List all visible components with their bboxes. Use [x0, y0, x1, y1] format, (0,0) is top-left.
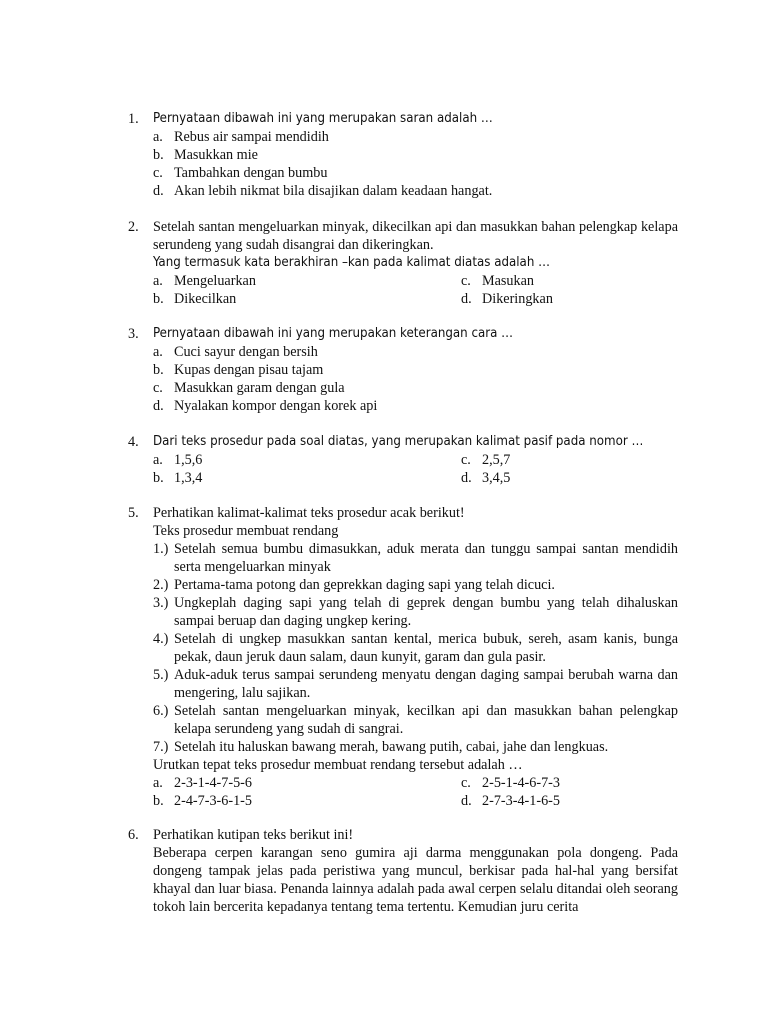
- question-stem-2: Yang termasuk kata berakhiran –kan pada kalimat diatas adalah …: [153, 255, 550, 270]
- option-c: c. Masukan: [461, 273, 535, 289]
- option-d: d. Akan lebih nikmat bila disajikan dalam keadaan hangat.: [153, 183, 493, 199]
- option-d: d. Nyalakan kompor dengan korek api: [153, 398, 378, 414]
- option-b: b. 1,3,4: [153, 470, 203, 486]
- option-c: c. 2-5-1-4-6-7-3: [461, 775, 561, 791]
- option-row-1: [153, 774, 678, 792]
- quoted-paragraph: Beberapa cerpen karangan seno gumira aji darma menggunakan pola dongeng. Pada dongeng tampak jelas pada peristiwa yang muncul, berkisar pada hal-hal yang bersifat khayal dan luar biasa. Penanda lainnya adalah pada awal cerpen selalu ditandai oleh seorang tokoh lain bercerita kepadanya tentang tema tertentu. Kemudian juru cerita: [153, 845, 678, 915]
- question-stem: Dari teks prosedur pada soal diatas, yang merupakan kalimat pasif pada nomor …: [153, 434, 644, 449]
- procedure-step: 2.) Pertama-tama potong dan geprekkan daging sapi yang telah dicuci.: [153, 577, 555, 593]
- question-5: [128, 504, 678, 810]
- option-b: b. Kupas dengan pisau tajam: [153, 362, 324, 378]
- option-row-2: [153, 469, 678, 487]
- question-number: 3.: [128, 326, 139, 342]
- procedure-title: Teks prosedur membuat rendang: [153, 523, 339, 539]
- option-b: b. Masukkan mie: [153, 147, 258, 163]
- option-a: a. 1,5,6: [153, 452, 203, 468]
- question-4: [128, 433, 678, 487]
- option-d: d. 2-7-3-4-1-6-5: [461, 793, 561, 809]
- option-c: c. 2,5,7: [461, 452, 511, 468]
- question-number: 1.: [128, 111, 139, 127]
- question-number: 6.: [128, 827, 139, 843]
- option-row-2: [153, 290, 678, 308]
- procedure-step: 4.) Setelah di ungkep masukkan santan kental, merica bubuk, sereh, asam kanis, bunga pekak, daun jeruk daun salam, daun kunyit, garam dan gula pasir.: [153, 631, 678, 665]
- option-row-1: [153, 451, 678, 469]
- question-3: [128, 325, 678, 415]
- question-number: 2.: [128, 219, 139, 235]
- procedure-step: 5.) Aduk-aduk terus sampai serundeng menyatu dengan daging sampai berubah warna dan mengering, lalu sajikan.: [153, 667, 678, 701]
- option-b: b. Dikecilkan: [153, 291, 237, 307]
- question-stem-2: Urutkan tepat teks prosedur membuat rendang tersebut adalah …: [153, 757, 523, 773]
- question-6: [128, 826, 678, 916]
- option-row-2: [153, 792, 678, 810]
- question-number: 4.: [128, 434, 139, 450]
- question-stem: Setelah santan mengeluarkan minyak, dikecilkan api dan masukkan bahan pelengkap kelapa serundeng yang sudah disangrai dan dikeringkan.: [153, 219, 678, 253]
- option-c: c. Masukkan garam dengan gula: [153, 380, 345, 396]
- option-a: a. Mengeluarkan: [153, 273, 256, 289]
- question-stem: Perhatikan kalimat-kalimat teks prosedur acak berikut!: [153, 505, 465, 521]
- question-1: [128, 110, 678, 200]
- option-a: a. Cuci sayur dengan bersih: [153, 344, 318, 360]
- option-d: d. 3,4,5: [461, 470, 511, 486]
- option-row-1: [153, 272, 678, 290]
- option-a: a. 2-3-1-4-7-5-6: [153, 775, 253, 791]
- question-2: [128, 218, 678, 308]
- question-stem: Pernyataan dibawah ini yang merupakan saran adalah …: [153, 111, 493, 126]
- procedure-step: 7.) Setelah itu haluskan bawang merah, bawang putih, cabai, jahe dan lengkuas.: [153, 739, 609, 755]
- option-d: d. Dikeringkan: [461, 291, 553, 307]
- procedure-step: 3.) Ungkeplah daging sapi yang telah di geprek dengan bumbu yang telah dihaluskan sampai beruap dan daging ungkep kering.: [153, 595, 678, 629]
- option-a: a. Rebus air sampai mendidih: [153, 129, 329, 145]
- question-stem: Pernyataan dibawah ini yang merupakan keterangan cara …: [153, 326, 514, 341]
- question-number: 5.: [128, 505, 139, 521]
- option-c: c. Tambahkan dengan bumbu: [153, 165, 328, 181]
- procedure-step: 6.) Setelah santan mengeluarkan minyak, kecilkan api dan masukkan bahan pelengkap kelapa serundeng yang sudah di sangrai.: [153, 703, 678, 737]
- option-b: b. 2-4-7-3-6-1-5: [153, 793, 253, 809]
- question-stem: Perhatikan kutipan teks berikut ini!: [153, 827, 354, 843]
- procedure-step: 1.) Setelah semua bumbu dimasukkan, aduk merata dan tunggu sampai santan mendidih serta mengeluarkan minyak: [153, 541, 678, 575]
